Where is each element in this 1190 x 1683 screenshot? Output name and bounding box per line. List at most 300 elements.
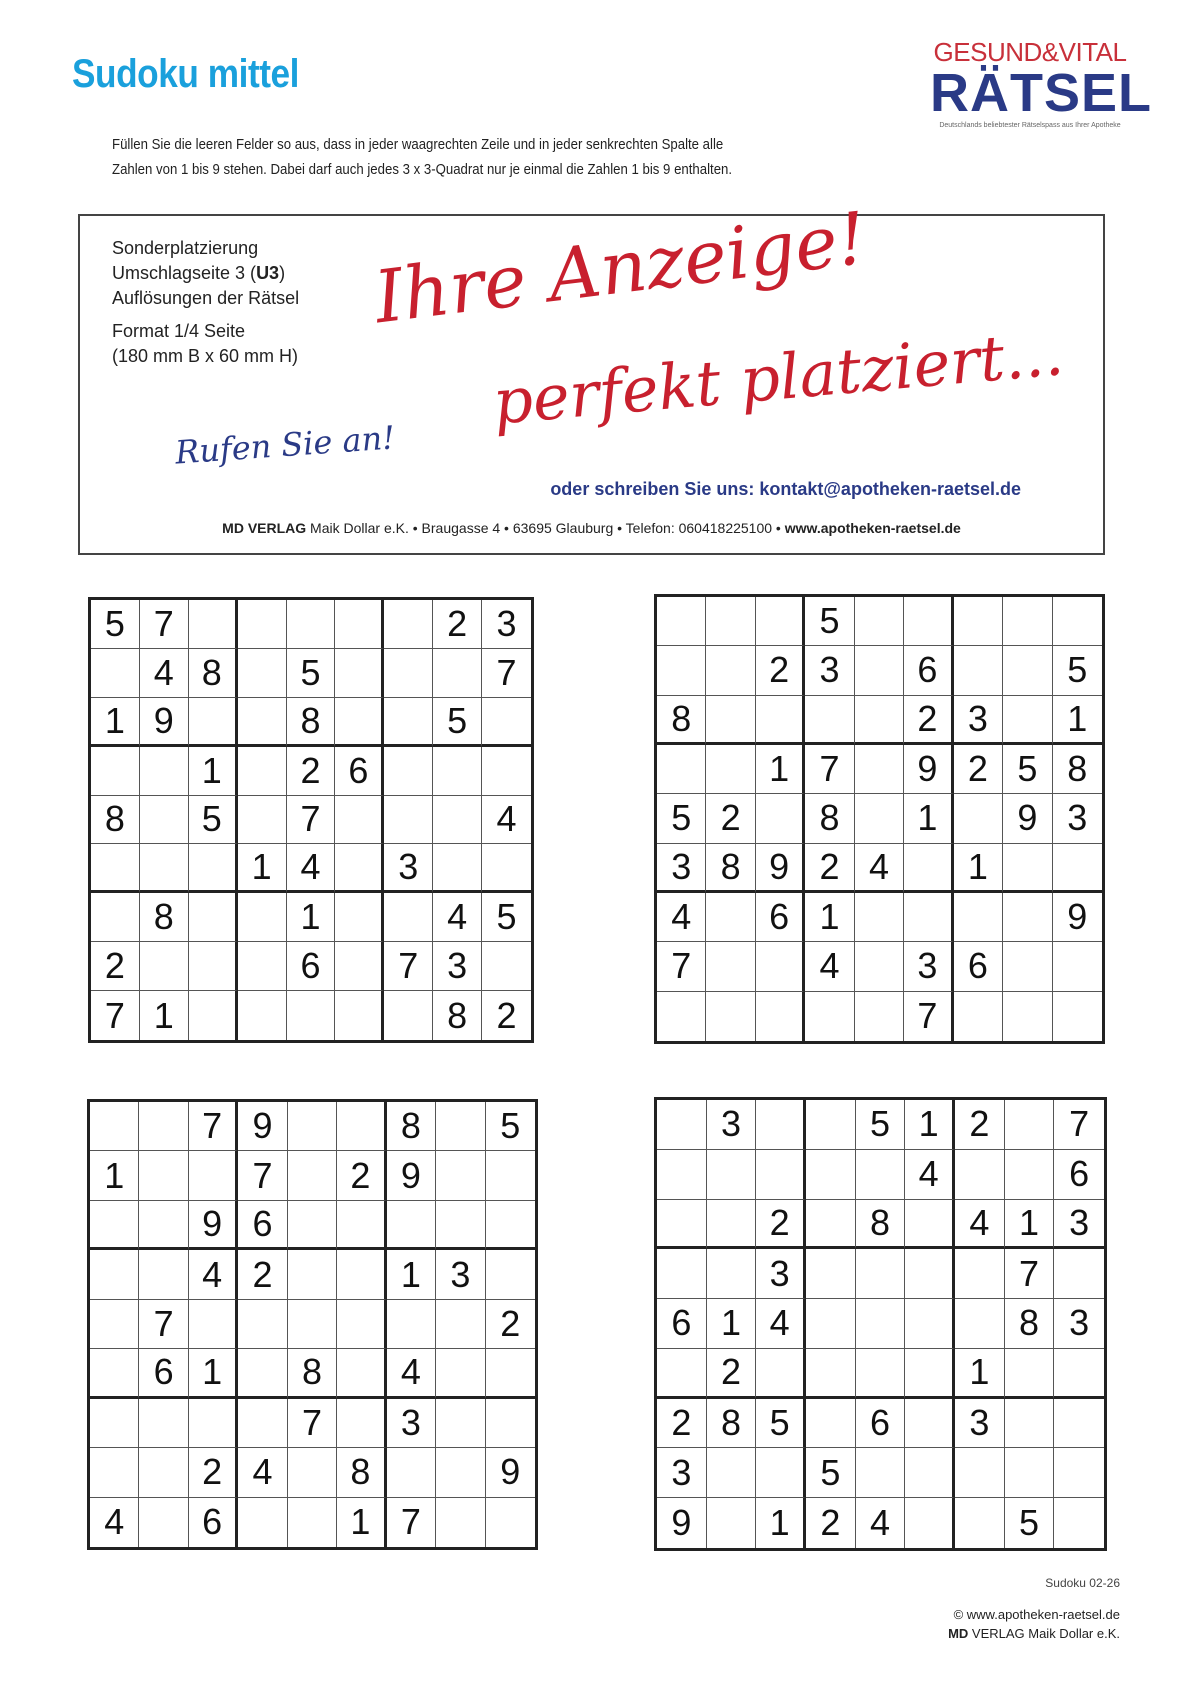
sudoku-cell[interactable] bbox=[90, 1399, 139, 1448]
sudoku-cell[interactable] bbox=[433, 844, 482, 893]
sudoku-cell: 3 bbox=[756, 1249, 806, 1299]
sudoku-cell[interactable] bbox=[238, 1498, 287, 1547]
sudoku-cell: 8 bbox=[1005, 1299, 1055, 1349]
logo-main-text: RÄTSEL bbox=[930, 63, 1152, 123]
sudoku-cell[interactable] bbox=[856, 1448, 906, 1498]
sudoku-cell[interactable] bbox=[856, 1150, 906, 1200]
sudoku-cell[interactable] bbox=[140, 942, 189, 991]
sudoku-cell[interactable] bbox=[905, 1498, 955, 1548]
sudoku-cell: 4 bbox=[657, 893, 706, 942]
sudoku-cell[interactable] bbox=[335, 893, 384, 942]
sudoku-cell[interactable] bbox=[436, 1498, 485, 1547]
sudoku-cell[interactable] bbox=[337, 1399, 386, 1448]
sudoku-cell: 9 bbox=[238, 1102, 287, 1151]
sudoku-cell[interactable] bbox=[486, 1349, 535, 1398]
sudoku-cell[interactable] bbox=[433, 649, 482, 698]
ad-contact-email[interactable]: oder schreiben Sie uns: kontakt@apotheken-raetsel.de bbox=[550, 479, 1021, 499]
puzzle-code: Sudoku 02-26 bbox=[1045, 1576, 1120, 1590]
sudoku-cell: 8 bbox=[337, 1448, 386, 1497]
sudoku-cell[interactable] bbox=[335, 942, 384, 991]
sudoku-cell: 5 bbox=[856, 1100, 906, 1150]
sudoku-cell: 5 bbox=[482, 893, 531, 942]
sudoku-cell: 1 bbox=[904, 794, 953, 843]
sudoku-cell[interactable] bbox=[1053, 844, 1102, 893]
sudoku-cell[interactable] bbox=[189, 844, 238, 893]
sudoku-cell: 5 bbox=[1003, 745, 1052, 794]
sudoku-cell[interactable] bbox=[486, 1250, 535, 1299]
sudoku-cell: 3 bbox=[955, 1399, 1005, 1449]
ad-info-line-2-post: ) bbox=[279, 263, 286, 283]
sudoku-cell[interactable] bbox=[1003, 597, 1052, 646]
sudoku-cell[interactable] bbox=[657, 646, 706, 695]
sudoku-cell: 4 bbox=[482, 796, 531, 845]
sudoku-cell[interactable] bbox=[433, 747, 482, 796]
sudoku-cell: 9 bbox=[756, 844, 805, 893]
sudoku-cell[interactable] bbox=[238, 747, 287, 796]
sudoku-cell: 6 bbox=[238, 1201, 287, 1250]
sudoku-cell[interactable] bbox=[756, 597, 805, 646]
sudoku-cell[interactable] bbox=[436, 1448, 485, 1497]
sudoku-cell[interactable] bbox=[238, 1349, 287, 1398]
sudoku-cell: 3 bbox=[657, 844, 706, 893]
ad-info-line-1: Sonderplatzierung bbox=[112, 238, 259, 258]
sudoku-cell[interactable] bbox=[91, 747, 140, 796]
sudoku-cell: 5 bbox=[189, 796, 238, 845]
sudoku-cell[interactable] bbox=[954, 646, 1003, 695]
sudoku-cell: 7 bbox=[387, 1498, 436, 1547]
sudoku-cell[interactable] bbox=[905, 1399, 955, 1449]
sudoku-cell[interactable] bbox=[139, 1102, 188, 1151]
sudoku-cell: 8 bbox=[433, 991, 482, 1040]
sudoku-cell[interactable] bbox=[955, 1150, 1005, 1200]
sudoku-cell: 1 bbox=[140, 991, 189, 1040]
sudoku-cell[interactable] bbox=[855, 893, 904, 942]
sudoku-cell: 1 bbox=[189, 1349, 238, 1398]
sudoku-cell[interactable] bbox=[955, 1299, 1005, 1349]
sudoku-cell[interactable] bbox=[337, 1300, 386, 1349]
sudoku-cell[interactable] bbox=[384, 649, 433, 698]
sudoku-cell: 6 bbox=[1054, 1150, 1104, 1200]
sudoku-cell[interactable] bbox=[335, 991, 384, 1040]
sudoku-cell[interactable] bbox=[904, 893, 953, 942]
sudoku-cell: 2 bbox=[756, 1200, 806, 1250]
sudoku-cell[interactable] bbox=[436, 1102, 485, 1151]
sudoku-cell[interactable] bbox=[1003, 893, 1052, 942]
sudoku-cell: 6 bbox=[657, 1299, 707, 1349]
sudoku-cell[interactable] bbox=[706, 942, 755, 991]
sudoku-cell[interactable] bbox=[856, 1349, 906, 1399]
sudoku-cell[interactable] bbox=[905, 1299, 955, 1349]
sudoku-cell[interactable] bbox=[433, 796, 482, 845]
sudoku-cell[interactable] bbox=[657, 745, 706, 794]
sudoku-cell[interactable] bbox=[288, 1151, 337, 1200]
sudoku-cell: 6 bbox=[756, 893, 805, 942]
sudoku-cell[interactable] bbox=[756, 1448, 806, 1498]
sudoku-cell[interactable] bbox=[384, 600, 433, 649]
sudoku-cell: 7 bbox=[1005, 1249, 1055, 1299]
sudoku-cell[interactable] bbox=[806, 1299, 856, 1349]
sudoku-cell[interactable] bbox=[335, 698, 384, 747]
ad-headline-2: perfekt platziert... bbox=[490, 316, 1067, 439]
sudoku-cell[interactable] bbox=[287, 600, 336, 649]
sudoku-cell[interactable] bbox=[1053, 942, 1102, 991]
sudoku-cell[interactable] bbox=[384, 698, 433, 747]
sudoku-cell: 5 bbox=[756, 1399, 806, 1449]
sudoku-cell[interactable] bbox=[707, 1498, 757, 1548]
copyright bbox=[948, 1605, 1120, 1643]
sudoku-cell: 3 bbox=[1054, 1200, 1104, 1250]
sudoku-cell: 5 bbox=[91, 600, 140, 649]
sudoku-cell: 4 bbox=[433, 893, 482, 942]
sudoku-cell[interactable] bbox=[1054, 1349, 1104, 1399]
sudoku-cell: 2 bbox=[189, 1448, 238, 1497]
copyright-publisher bbox=[948, 1624, 1120, 1643]
sudoku-cell: 8 bbox=[287, 698, 336, 747]
sudoku-cell[interactable] bbox=[288, 1448, 337, 1497]
sudoku-cell: 7 bbox=[91, 991, 140, 1040]
instructions-line-1: Füllen Sie die leeren Felder so aus, dass in jeder waagrechten Zeile und in jeder senkrechten Spalte alle bbox=[112, 136, 724, 153]
sudoku-cell: 2 bbox=[904, 696, 953, 745]
sudoku-cell: 3 bbox=[436, 1250, 485, 1299]
sudoku-cell[interactable] bbox=[238, 796, 287, 845]
sudoku-cell[interactable] bbox=[756, 1349, 806, 1399]
copyright-web[interactable]: © www.apotheken-raetsel.de bbox=[953, 1607, 1120, 1622]
sudoku-cell[interactable] bbox=[657, 597, 706, 646]
brand-logo bbox=[930, 37, 1152, 129]
sudoku-cell[interactable] bbox=[856, 1249, 906, 1299]
sudoku-cell[interactable] bbox=[756, 794, 805, 843]
sudoku-cell[interactable] bbox=[1005, 1100, 1055, 1150]
sudoku-cell[interactable] bbox=[706, 992, 755, 1041]
sudoku-cell[interactable] bbox=[335, 796, 384, 845]
sudoku-cell[interactable] bbox=[1054, 1249, 1104, 1299]
sudoku-cell[interactable] bbox=[90, 1300, 139, 1349]
sudoku-cell: 2 bbox=[805, 844, 854, 893]
sudoku-cell[interactable] bbox=[1003, 844, 1052, 893]
sudoku-cell[interactable] bbox=[855, 942, 904, 991]
sudoku-cell[interactable] bbox=[805, 992, 854, 1041]
sudoku-cell: 6 bbox=[335, 747, 384, 796]
sudoku-cell[interactable] bbox=[806, 1249, 856, 1299]
sudoku-cell[interactable] bbox=[337, 1349, 386, 1398]
sudoku-cell[interactable] bbox=[904, 597, 953, 646]
sudoku-cell: 7 bbox=[657, 942, 706, 991]
sudoku-cell[interactable] bbox=[486, 1151, 535, 1200]
sudoku-cell[interactable] bbox=[140, 747, 189, 796]
sudoku-cell[interactable] bbox=[189, 1300, 238, 1349]
sudoku-cell: 5 bbox=[1053, 646, 1102, 695]
sudoku-cell[interactable] bbox=[806, 1200, 856, 1250]
ad-info-line-2 bbox=[112, 261, 299, 286]
sudoku-cell[interactable] bbox=[905, 1249, 955, 1299]
sudoku-cell[interactable] bbox=[756, 992, 805, 1041]
sudoku-cell[interactable] bbox=[90, 1250, 139, 1299]
sudoku-cell[interactable] bbox=[1005, 1349, 1055, 1399]
sudoku-cell[interactable] bbox=[238, 698, 287, 747]
sudoku-cell[interactable] bbox=[806, 1100, 856, 1150]
sudoku-cell: 1 bbox=[1053, 696, 1102, 745]
sudoku-cell[interactable] bbox=[954, 992, 1003, 1041]
sudoku-cell[interactable] bbox=[1005, 1448, 1055, 1498]
sudoku-cell[interactable] bbox=[707, 1150, 757, 1200]
sudoku-cell[interactable] bbox=[436, 1399, 485, 1448]
sudoku-cell[interactable] bbox=[90, 1448, 139, 1497]
sudoku-cell[interactable] bbox=[955, 1448, 1005, 1498]
sudoku-cell: 4 bbox=[805, 942, 854, 991]
sudoku-cell[interactable] bbox=[337, 1201, 386, 1250]
ad-footer-web[interactable]: www.apotheken-raetsel.de bbox=[784, 520, 961, 536]
sudoku-cell: 6 bbox=[139, 1349, 188, 1398]
sudoku-cell[interactable] bbox=[954, 893, 1003, 942]
sudoku-cell[interactable] bbox=[855, 696, 904, 745]
sudoku-cell: 3 bbox=[707, 1100, 757, 1150]
sudoku-cell[interactable] bbox=[905, 1349, 955, 1399]
sudoku-cell[interactable] bbox=[657, 1200, 707, 1250]
sudoku-cell[interactable] bbox=[806, 1349, 856, 1399]
sudoku-cell[interactable] bbox=[954, 597, 1003, 646]
sudoku-cell[interactable] bbox=[1054, 1399, 1104, 1449]
sudoku-cell[interactable] bbox=[140, 844, 189, 893]
sudoku-cell: 9 bbox=[189, 1201, 238, 1250]
sudoku-cell[interactable] bbox=[1003, 646, 1052, 695]
sudoku-cell[interactable] bbox=[1054, 1498, 1104, 1548]
sudoku-cell[interactable] bbox=[238, 942, 287, 991]
sudoku-grid-2 bbox=[654, 594, 1105, 1044]
sudoku-cell[interactable] bbox=[189, 893, 238, 942]
sudoku-cell[interactable] bbox=[139, 1498, 188, 1547]
sudoku-cell: 5 bbox=[433, 698, 482, 747]
sudoku-cell[interactable] bbox=[657, 1100, 707, 1150]
sudoku-cell[interactable] bbox=[486, 1498, 535, 1547]
sudoku-cell[interactable] bbox=[657, 1349, 707, 1399]
sudoku-cell[interactable] bbox=[486, 1201, 535, 1250]
sudoku-cell: 9 bbox=[486, 1448, 535, 1497]
sudoku-cell[interactable] bbox=[482, 747, 531, 796]
sudoku-cell[interactable] bbox=[436, 1349, 485, 1398]
sudoku-cell[interactable] bbox=[1054, 1448, 1104, 1498]
sudoku-cell[interactable] bbox=[706, 597, 755, 646]
sudoku-cell: 8 bbox=[140, 893, 189, 942]
sudoku-cell: 3 bbox=[904, 942, 953, 991]
sudoku-cell[interactable] bbox=[90, 1102, 139, 1151]
sudoku-cell: 1 bbox=[238, 844, 287, 893]
sudoku-cell[interactable] bbox=[482, 942, 531, 991]
sudoku-cell[interactable] bbox=[1003, 942, 1052, 991]
sudoku-cell[interactable] bbox=[139, 1250, 188, 1299]
sudoku-cell: 2 bbox=[337, 1151, 386, 1200]
sudoku-cell[interactable] bbox=[904, 844, 953, 893]
sudoku-cell[interactable] bbox=[805, 696, 854, 745]
sudoku-cell: 2 bbox=[238, 1250, 287, 1299]
sudoku-cell[interactable] bbox=[707, 1448, 757, 1498]
sudoku-cell[interactable] bbox=[756, 1150, 806, 1200]
sudoku-cell[interactable] bbox=[806, 1150, 856, 1200]
sudoku-cell: 3 bbox=[482, 600, 531, 649]
sudoku-cell[interactable] bbox=[335, 600, 384, 649]
sudoku-cell[interactable] bbox=[1003, 696, 1052, 745]
sudoku-cell[interactable] bbox=[706, 646, 755, 695]
sudoku-cell: 6 bbox=[287, 942, 336, 991]
sudoku-cell[interactable] bbox=[189, 942, 238, 991]
sudoku-cell[interactable] bbox=[238, 1399, 287, 1448]
sudoku-cell[interactable] bbox=[91, 893, 140, 942]
sudoku-cell[interactable] bbox=[436, 1300, 485, 1349]
sudoku-cell[interactable] bbox=[238, 991, 287, 1040]
sudoku-cell[interactable] bbox=[855, 992, 904, 1041]
sudoku-cell[interactable] bbox=[384, 796, 433, 845]
sudoku-grid-4 bbox=[654, 1097, 1107, 1551]
sudoku-cell[interactable] bbox=[189, 600, 238, 649]
sudoku-cell[interactable] bbox=[707, 1200, 757, 1250]
sudoku-cell: 3 bbox=[384, 844, 433, 893]
sudoku-cell[interactable] bbox=[384, 747, 433, 796]
sudoku-cell: 1 bbox=[756, 745, 805, 794]
sudoku-cell: 2 bbox=[954, 745, 1003, 794]
sudoku-cell: 4 bbox=[287, 844, 336, 893]
sudoku-cell[interactable] bbox=[657, 992, 706, 1041]
sudoku-cell[interactable] bbox=[238, 1300, 287, 1349]
sudoku-cell: 3 bbox=[657, 1448, 707, 1498]
sudoku-cell[interactable] bbox=[335, 844, 384, 893]
sudoku-cell[interactable] bbox=[91, 844, 140, 893]
sudoku-cell[interactable] bbox=[706, 696, 755, 745]
sudoku-cell: 5 bbox=[657, 794, 706, 843]
sudoku-cell[interactable] bbox=[706, 893, 755, 942]
page-title: Sudoku mittel bbox=[72, 52, 299, 96]
sudoku-cell: 9 bbox=[1003, 794, 1052, 843]
sudoku-cell: 5 bbox=[287, 649, 336, 698]
sudoku-cell[interactable] bbox=[905, 1448, 955, 1498]
sudoku-cell: 8 bbox=[707, 1399, 757, 1449]
sudoku-cell[interactable] bbox=[482, 698, 531, 747]
sudoku-cell[interactable] bbox=[387, 1300, 436, 1349]
sudoku-cell[interactable] bbox=[139, 1399, 188, 1448]
sudoku-cell: 1 bbox=[337, 1498, 386, 1547]
sudoku-grid-3 bbox=[87, 1099, 538, 1550]
sudoku-cell: 7 bbox=[1054, 1100, 1104, 1150]
sudoku-cell[interactable] bbox=[288, 1498, 337, 1547]
sudoku-cell: 2 bbox=[756, 646, 805, 695]
sudoku-cell[interactable] bbox=[90, 1349, 139, 1398]
sudoku-cell[interactable] bbox=[706, 745, 755, 794]
sudoku-cell: 5 bbox=[806, 1448, 856, 1498]
sudoku-cell[interactable] bbox=[91, 649, 140, 698]
sudoku-cell: 8 bbox=[189, 649, 238, 698]
sudoku-cell[interactable] bbox=[287, 991, 336, 1040]
sudoku-cell[interactable] bbox=[288, 1300, 337, 1349]
sudoku-cell[interactable] bbox=[1005, 1399, 1055, 1449]
sudoku-cell[interactable] bbox=[288, 1102, 337, 1151]
sudoku-cell: 8 bbox=[387, 1102, 436, 1151]
ad-info-line-5: (180 mm B x 60 mm H) bbox=[112, 346, 299, 366]
sudoku-cell[interactable] bbox=[238, 893, 287, 942]
sudoku-cell: 9 bbox=[1053, 893, 1102, 942]
sudoku-cell: 9 bbox=[387, 1151, 436, 1200]
sudoku-cell[interactable] bbox=[486, 1399, 535, 1448]
sudoku-cell: 1 bbox=[90, 1151, 139, 1200]
sudoku-cell: 3 bbox=[805, 646, 854, 695]
sudoku-cell[interactable] bbox=[384, 991, 433, 1040]
sudoku-cell[interactable] bbox=[140, 796, 189, 845]
sudoku-cell[interactable] bbox=[189, 698, 238, 747]
sudoku-cell[interactable] bbox=[756, 696, 805, 745]
sudoku-cell: 6 bbox=[856, 1399, 906, 1449]
sudoku-cell[interactable] bbox=[436, 1201, 485, 1250]
sudoku-cell[interactable] bbox=[288, 1250, 337, 1299]
sudoku-cell: 4 bbox=[387, 1349, 436, 1398]
sudoku-cell[interactable] bbox=[189, 991, 238, 1040]
sudoku-cell[interactable] bbox=[139, 1448, 188, 1497]
sudoku-cell[interactable] bbox=[387, 1448, 436, 1497]
sudoku-cell: 4 bbox=[189, 1250, 238, 1299]
sudoku-cell: 3 bbox=[433, 942, 482, 991]
sudoku-cell: 9 bbox=[657, 1498, 707, 1548]
sudoku-cell[interactable] bbox=[855, 745, 904, 794]
sudoku-cell[interactable] bbox=[436, 1151, 485, 1200]
sudoku-cell[interactable] bbox=[756, 942, 805, 991]
sudoku-cell[interactable] bbox=[1003, 992, 1052, 1041]
ad-info-line-4: Format 1/4 Seite bbox=[112, 321, 246, 341]
sudoku-cell: 1 bbox=[287, 893, 336, 942]
ad-info-line-2-bold: U3 bbox=[256, 263, 280, 283]
sudoku-cell[interactable] bbox=[756, 1100, 806, 1150]
sudoku-cell: 2 bbox=[706, 794, 755, 843]
sudoku-cell: 7 bbox=[288, 1399, 337, 1448]
sudoku-cell[interactable] bbox=[387, 1201, 436, 1250]
sudoku-cell: 4 bbox=[856, 1498, 906, 1548]
ad-info bbox=[112, 236, 299, 369]
sudoku-cell[interactable] bbox=[657, 1150, 707, 1200]
ad-info-line-3: Auflösungen der Rätsel bbox=[112, 288, 300, 308]
sudoku-cell: 6 bbox=[954, 942, 1003, 991]
sudoku-cell[interactable] bbox=[337, 1102, 386, 1151]
sudoku-cell[interactable] bbox=[657, 1249, 707, 1299]
sudoku-cell[interactable] bbox=[954, 794, 1003, 843]
sudoku-cell[interactable] bbox=[855, 646, 904, 695]
sudoku-cell[interactable] bbox=[189, 1151, 238, 1200]
sudoku-cell[interactable] bbox=[288, 1201, 337, 1250]
ad-footer-bold: MD VERLAG bbox=[222, 520, 307, 536]
sudoku-cell[interactable] bbox=[955, 1249, 1005, 1299]
sudoku-cell[interactable] bbox=[1053, 597, 1102, 646]
sudoku-cell[interactable] bbox=[384, 893, 433, 942]
sudoku-cell[interactable] bbox=[855, 794, 904, 843]
sudoku-cell[interactable] bbox=[1005, 1150, 1055, 1200]
sudoku-cell[interactable] bbox=[855, 597, 904, 646]
sudoku-cell[interactable] bbox=[238, 600, 287, 649]
sudoku-cell: 2 bbox=[287, 747, 336, 796]
sudoku-cell[interactable] bbox=[482, 844, 531, 893]
sudoku-cell[interactable] bbox=[337, 1250, 386, 1299]
sudoku-cell[interactable] bbox=[189, 1399, 238, 1448]
sudoku-cell: 8 bbox=[805, 794, 854, 843]
sudoku-cell[interactable] bbox=[707, 1249, 757, 1299]
sudoku-cell[interactable] bbox=[139, 1151, 188, 1200]
sudoku-cell[interactable] bbox=[335, 649, 384, 698]
sudoku-cell[interactable] bbox=[1053, 992, 1102, 1041]
sudoku-cell: 4 bbox=[756, 1299, 806, 1349]
sudoku-cell[interactable] bbox=[856, 1299, 906, 1349]
sudoku-cell[interactable] bbox=[955, 1498, 1005, 1548]
sudoku-cell[interactable] bbox=[238, 649, 287, 698]
sudoku-cell[interactable] bbox=[806, 1399, 856, 1449]
sudoku-cell: 6 bbox=[904, 646, 953, 695]
sudoku-cell: 1 bbox=[189, 747, 238, 796]
sudoku-cell[interactable] bbox=[90, 1201, 139, 1250]
sudoku-cell: 8 bbox=[288, 1349, 337, 1398]
sudoku-cell[interactable] bbox=[139, 1201, 188, 1250]
sudoku-cell[interactable] bbox=[905, 1200, 955, 1250]
